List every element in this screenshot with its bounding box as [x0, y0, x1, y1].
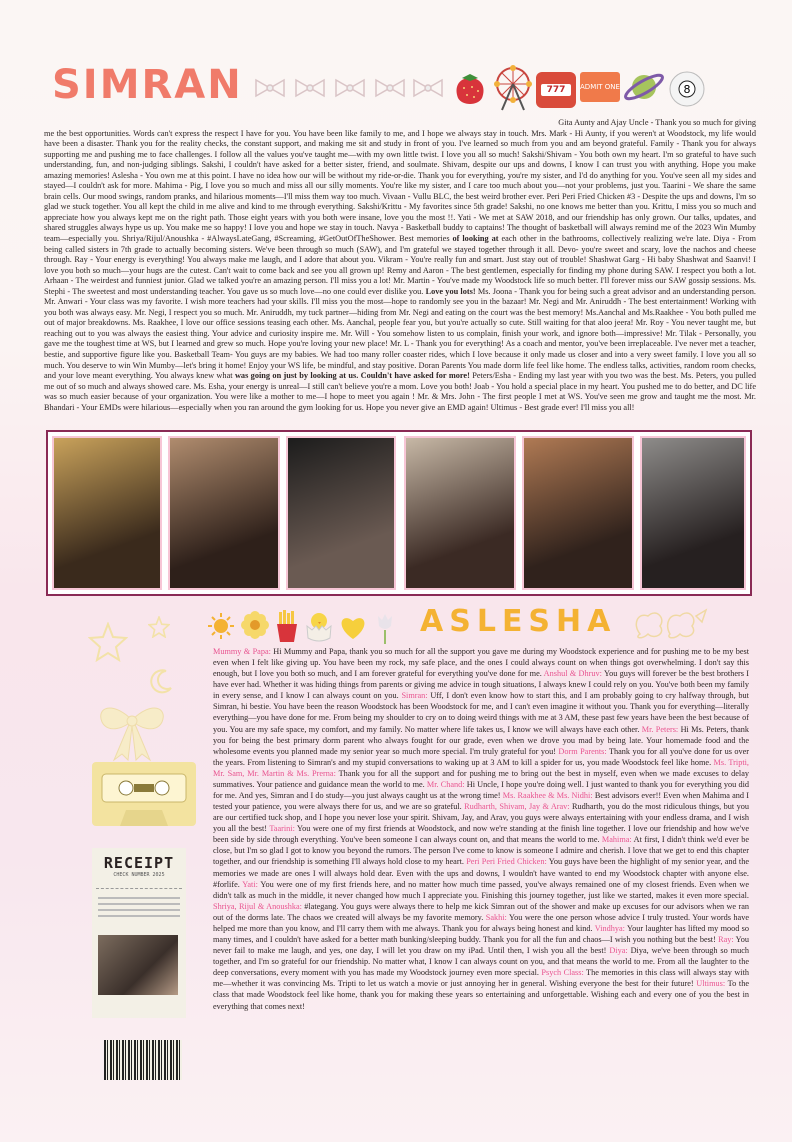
aslesha-name-label: Ms. Tripti, Mr. Sam, Mr. Martin & Ms. Prerna: [213, 757, 749, 778]
admit-ticket-icon: ADMIT ONE [580, 72, 620, 102]
receipt-line [98, 909, 180, 911]
simran-seg-bold: Love you lots! [425, 286, 476, 296]
cassette-drawing [92, 762, 196, 826]
aslesha-message-text: The memories in this class will always stay with me—whether it was convincing Ms. Tripti to let us watch a movie or just annoying her in general. Wishing everyone the best for their future! [213, 968, 749, 989]
aslesha-name-label: Dorm Parents: [558, 746, 607, 756]
aslesha-name-label: Shriya, Rijul & Anoushka: [213, 901, 302, 911]
aslesha-message-text: Hi Mummy and Papa, thank you so much for all the support you gave me during my Woodstock experience and for pushing me to be my best even when I felt like giving up. You have been my rock, my safe place, and the ones I could always count on when things got overwhelming. I don't say this enough, but I love you both so much, and I am forever grateful for everything you've done for me. [213, 647, 749, 679]
aslesha-name-label: Ms. Raakhee & Ms. Nidhi: [502, 791, 593, 801]
simran-opening-line: Gita Aunty and Ajay Uncle - Thank you so much for giving [558, 118, 756, 127]
photo [52, 436, 162, 590]
bow-icon [336, 80, 364, 96]
aslesha-message-text: Hi Ms. Peters, thank you for being the best primary dorm parent who always fought for our grade, even when we drove you mad by being late. Your homemade food and the wholesome events you planned made my senior year so much more special. I'm truly grateful for you! [213, 724, 749, 756]
aslesha-name-label: Taarini: [269, 824, 295, 834]
photo [522, 436, 634, 590]
receipt-lines [96, 888, 182, 917]
photo-strip [46, 430, 752, 596]
aslesha-name-label: Mahima: [601, 835, 632, 845]
simran-seg: me the best opportunities. Words can't express the respect I have for you. You have been like family to me, and I hope we always stay in touch. Mrs. Mark - Hi Aunty, if you weren't at Woodstock, my life would have been a disaster. Thank you for the reality checks, the constant support, and making me sit and study in front of you. I've learned so much from you and am beyond grateful. Family - Thank you for always supporting me and pushing me to face challenges. I follow all the values you've taught me—with my own little twist. I love you all so much! Sakshi/Shivam - You both own my heart. I'm so grateful to have such understanding, fun, and non-judging siblings. Sakshi, I couldn't have asked for a better sister, friend, and soulmate. Shivam, despite our ups and downs, I know I can trust you with anything. Hope you make amazing memories! Aslesha - You own me at this point. I have no idea how our will be without my ride-or-die. Thank you for everything, you're my sister, and I'd do anything for you. You've seen all my sides and stayed—I couldn't ask for more. Mahima - Pig, I love you so much and miss all our silly moments. You're like my sister, and I care too much about you—not your problems, just you. Taarini - We share the same brain cells. Our mood swings, random pranks, and hilarious moments—I'll miss them way too much. Vivaan - Vullu BLC, the best weird brother ever. Peri Peri Fried Chicken #3 - Despite the ups and downs, I'm so glad we stuck together. You all kept the child in me alive and kind to me through everything. Sakshi/Krittu - My favorites since 5th grade! Sakshi, no one knows me better than you. Krittu, I miss you so much and appreciate how you always kept me on the right path. Those eight years with you both were insane, love you the most !!. Yati - We met at SAW 2018, and our friendship has only grown. Our talks, updates, and shared struggles always hype us up. You make me so happy! I love you and hope we stay in touch. Navya - Basketball buddy to captains! The thought of basketball will always remind me of the 2023 Win Mumby team—especially you. Shriya/Rijul/Anoushka - #AlwaysLateGang, #Screaming, #GetOutOfTheShower. Best memories [44, 128, 756, 244]
aslesha-name-label: Sakhi: [485, 912, 507, 922]
aslesha-message-text: Rudharth, you do the most ridiculous things, but you are our certified tuck shop, and I hope you never lose your spirit. Shivam, Jay, and Arav, you guys were always entertaining with your endless drama, and I wish you all the best! [213, 802, 749, 834]
simran-seg: Peters/Esha - Ending my last year with you two was the best. Ms. Peters, you pulled me out of so much and always showed care. Ms. Esha, your energy is unreal—I still can't believe you're a mom. Love you both! Joab - You hold a special place in my heart. You pushed me to do better, and DC life was so much easier because of your organization. You were like a mother to me—I hope to meet you again ! Mr. & Mrs. John - The first people I met at WS. You've seen me grow and taught me the most. Mr. Bhandari - Your EMDs were hilarious—especially when you ran around the gym looking for us. Hope you never give an EMD again! Ultimus - Best grade ever! I'll miss you all! [44, 371, 756, 412]
ferris-wheel-icon [492, 64, 534, 112]
receipt-line [98, 903, 180, 905]
saturn-icon [622, 64, 666, 110]
aslesha-name-label: Mr. Chand: [426, 779, 465, 789]
aslesha-title: ASLESHA [420, 604, 617, 639]
simran-seg-bold: was going on just by looking at us. Couldn't have asked for more! [234, 371, 470, 381]
bow-icon [256, 80, 284, 96]
flower-outline-icon [630, 606, 710, 640]
bow-icon [376, 80, 404, 96]
cassette-icon [92, 762, 196, 826]
aslesha-message-text: You were the one person whose advice I truly trusted. Your words have helped me more than you know, and I'll carry them with me always. Thank you for always being honest and kind. [213, 912, 749, 933]
aslesha-message-text: Hi Uncle, I hope you're doing well. I just wanted to thank you for everything you did for me. And yes, Simran and I do study—you just always caught us at the wrong time! [213, 779, 749, 801]
tulip-icon [374, 610, 396, 644]
aslesha-message-text: At first, I didn't think we'd ever be close, but I'm so glad I got to know you beyond the rumors. The person I've come to know is someone I admire and cherish. I love that we get to end this chapter together, and our friendship is something I'll always hold close to my heart. [213, 835, 749, 867]
receipt-line [98, 897, 180, 899]
aslesha-name-label: Mr. Peters: [641, 724, 679, 734]
photo [640, 436, 746, 590]
aslesha-name-label: Anshul & Dhruv: [543, 669, 602, 679]
aslesha-name-label: Ray: [718, 935, 734, 945]
slot-machine-icon: 777 [536, 72, 576, 108]
ribbon-bow-icon [92, 700, 172, 762]
aslesha-message-text: Uff, I don't even know how to start this, and I am probably going to cry halfway through, but Simran, hi bestie. You have been the reason Woodstock has been Woodstock for me, and I can't even imagine it without you. Thank you for everything—literally everything—you have done for me. From being my shoulder to cry on to doing weird things with me at 3 AM, these past few years have been the best because of you. You are my safe space, my comfort, and my family. No matter where life takes us, I know we will always have each other. [213, 691, 749, 734]
aslesha-message-text: To the class that made Woodstock feel like home, thank you for making these years so entertaining and unforgettable. Wishing each and every one of you the best in everything that comes next! [213, 979, 749, 1011]
eight-ball-label: 8 [683, 83, 691, 96]
receipt-photo [98, 935, 178, 995]
aslesha-message-text: You were one of my first friends at Woodstock, and now we're standing at the finish line together. I love our friendship and how we've been side by side through everything. You've been someone I can always count on, and that means the world to me. [213, 824, 749, 845]
fries-icon [274, 610, 300, 642]
receipt-subtitle: CHECK NUMBER 2025 [113, 872, 165, 878]
aslesha-message-text: Best advisors ever!! Even when Mahima and I tested your patience, you were always there for us, and we are so grateful. [213, 791, 749, 812]
photo [168, 436, 280, 590]
moon-sticker-icon [148, 668, 174, 694]
simran-seg: each other in the bathrooms, collectively realizing we're late. Diya - From being called sisters in 7th grade to actually becoming sisters. We've been through so much (SAW), and I'm grateful we stayed together through it all. Devo- you're sweet and scary, love the nachos and cheese through. Ray - Your energy is everything! You always make me laugh, and I adore that about you. Vikram - You're really fun and smart. Just stay out of trouble! Shashwat Garg - Hi baby Shashwat and Saanvi! I love you both so much—your hugs are the cutest. Can't wait to come back and see you all grown up! Remy and Aaron - The best gentlemen, especially for finding my phone during SAW. I respect you both a lot. Arhaan - The weirdest and funniest junior. Glad we talked you're an amazing person. I'll miss you a lot! Mr. Martin - You've made my Woodstock life so much better. I'll forever miss our SAW gossip sessions. Ms. Stephi - The sweetest and most understanding teacher. You gave us so much love—no one could ever dislike you. [44, 234, 757, 296]
aslesha-message-text: Thank you for all the support and for pushing me to bring out the best in myself, even when we made excuses to delay summatives. Your patience and guidance mean the world to me. [213, 768, 749, 789]
star-sticker-icon [88, 622, 128, 662]
simran-body [44, 129, 756, 412]
aslesha-name-label: Rudharth, Shivam, Jay & Arav: [464, 802, 570, 812]
simran-seg: Ms. Joona - Thank you for being such a great advisor and an understanding person. Mr. Anwari - Your class was my favorite. I wish more teachers had your skills. I'll miss you the most—hope to randomly see you in the bazaar! Mr. Negi and Mr. Aniruddh - The best entertainment! Working with you both was always easy. Mr. Negi, I respect you so much. Mr. Aniruddh, my tuck partner—hiding from Mr. Negi and eating on the court was the best memory! Ms.Aanchal and Ms.Raakhee - You both pulled me out of major breakdowns. Ms. Raakhee, I love our office sessions teasing each other. Ms. Aanchal, people fear you, but you're actually so cute. Still waiting for that aloo jeera! Mr. Roy - You never taught me, but reaching out to you was always the easiest thing. Your advice and curiosity inspire me. Mr. Will - You somehow listen to us complain, finish your work, and ignore both—impressive! Mr. Tilak - Personally, you gave me the toughest time at WS, but I learned and grew so much. Hope you're loving your new place! Mr. L - Thank you for everything! As a coach and mentor, you've been irreplaceable. I've never met a teacher, bestie, and supportive figure like you. Basketball Team- You guys are my babies. We had too many roller coaster rides, which I love because it only made us closer and into a very sweet family. I love you all so much. You deserve to win Win Mumby—let's bring it home! Enjoy your WS life, be mindful, and stay positive. Doran Parents You made dorm life feel like home. The endless talks, activities, random room checks, and your love meant everything. You always knew what [44, 286, 756, 381]
aslesha-name-label: Peri Peri Fried Chicken: [466, 857, 547, 867]
strawberry-icon [452, 70, 488, 110]
hatching-chick-icon [304, 610, 334, 642]
daisy-icon [240, 610, 270, 640]
receipt-title: RECEIPT [103, 854, 175, 872]
aslesha-name-label: Simran: [401, 691, 428, 701]
photo [286, 436, 396, 590]
aslesha-name-label: Psych Class: [541, 968, 584, 978]
simran-title: SIMRAN [52, 62, 243, 108]
star-sticker-icon [148, 616, 170, 638]
aslesha-name-label: Vindhya: [594, 923, 625, 933]
bow-stickers [252, 74, 448, 106]
aslesha-name-label: Mummy & Papa: [213, 647, 271, 656]
aslesha-message-text: You guys have been the highlight of my senior year, and the memories we made are ones I will always hold dear. Even with the ups and downs, I wouldn't have wanted to end my Woodstock chapter with anyone else. #forlife. [213, 857, 749, 889]
bow-icon [296, 80, 324, 96]
simran-seg-bold: of looking at [452, 234, 499, 244]
aslesha-message-text: #lategang. You guys were always there to help me kick Simran out of the shower and make up excuses for our advisors when we ran out of the dorms late. The chaos we created will always be my favorite memory. [213, 901, 749, 922]
aslesha-message [213, 646, 749, 1012]
aslesha-name-label: Yati: [242, 879, 258, 889]
aslesha-message-text: You guys will forever be the best brothers I have ever had. Whether it was hiding things from parents or giving me advice in tough situations, I always knew I could rely on you. You've both been my family in every sense, and I know I can always count on you. [213, 669, 750, 701]
photo [404, 436, 516, 590]
simran-message [44, 118, 756, 413]
bow-icon [414, 80, 442, 96]
receipt-line [98, 915, 180, 917]
aslesha-name-label: Ultimus: [696, 979, 726, 989]
barcode-icon [104, 1040, 182, 1080]
aslesha-name-label: Diya: [609, 946, 628, 956]
aslesha-message-text: Thank you for all you've done for us over the years. From listening to Simran's and my stupid conversations to waking up at 3 AM to kill a spider for us, you made Woodstock feel like home. [213, 746, 750, 767]
aslesha-message-text: Diya, we've been through so much together, and I'm so grateful for our friendship. No matter what, I know I can always count on you, and that means the world to me. From all the laughter to the deep conversations, every moment with you has made my Woodstock journey even more special. [213, 946, 749, 978]
sun-icon [207, 612, 235, 640]
aslesha-message-text: You were one of my first friends here, and no matter how much time passed, you've always remained one of my closest friends. Even when we didn't talk as much in the middle, it never changed how much I appreciate you. Finishing this journey together, just like we started, makes it even more special. [213, 879, 750, 900]
aslesha-message-text: Your laughter has lifted my mood so many times, and I couldn't have asked for a better math bunking/sleeping buddy. Thank you for all the fun and chaos—I wish you nothing but the best! [213, 923, 749, 945]
eight-ball-icon [668, 70, 706, 108]
aslesha-message-text: You never fail to make me laugh, and yes, one day, I will let you draw on my iPad. Until then, I wish you all the best! [213, 935, 749, 956]
yellow-heart-icon [338, 614, 368, 640]
